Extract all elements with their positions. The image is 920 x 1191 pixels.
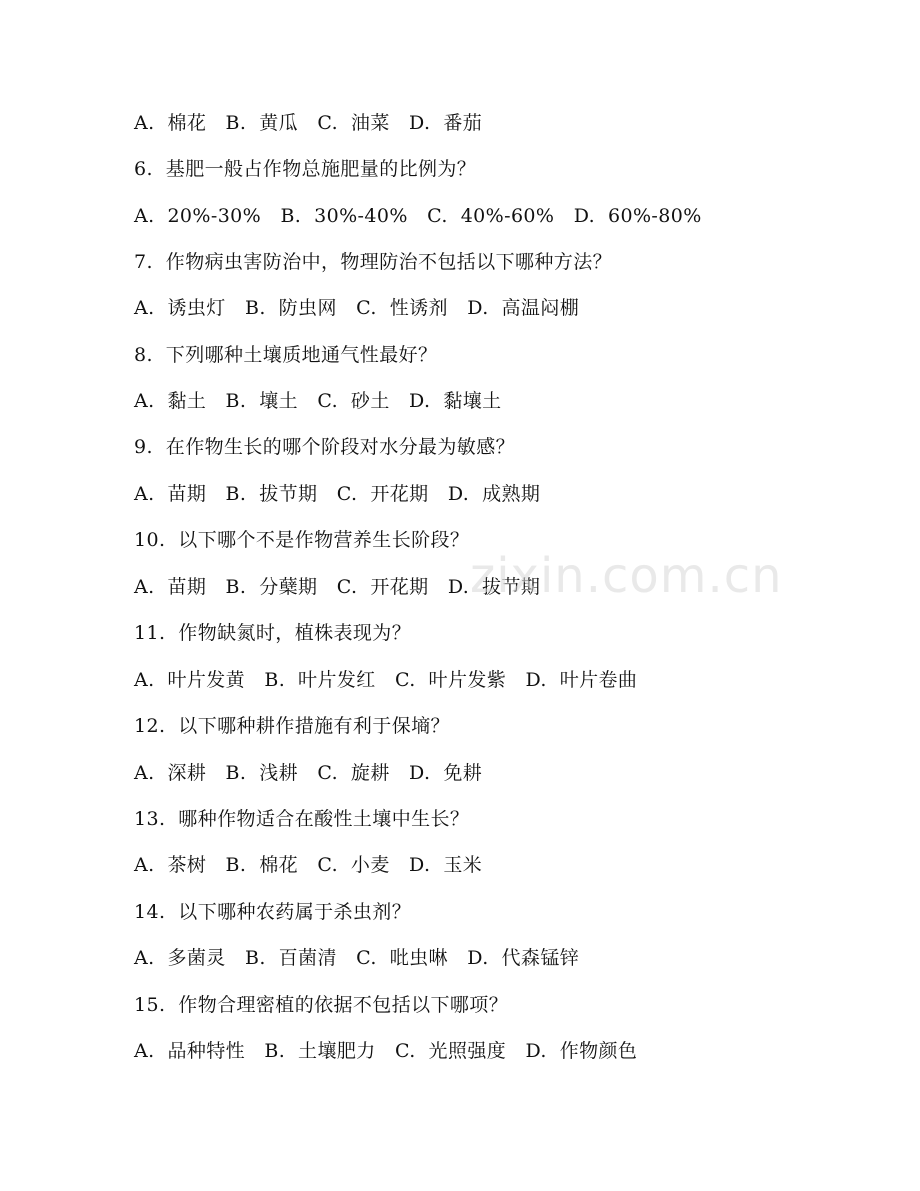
options-line-12: A. 深耕 B. 浅耕 C. 旋耕 D. 免耕 bbox=[134, 762, 483, 784]
options-line-7: A. 诱虫灯 B. 防虫网 C. 性诱剂 D. 高温闷棚 bbox=[134, 297, 580, 319]
options-line-15: A. 品种特性 B. 土壤肥力 C. 光照强度 D. 作物颜色 bbox=[134, 1040, 638, 1062]
options-line-13: A. 茶树 B. 棉花 C. 小麦 D. 玉米 bbox=[134, 854, 483, 876]
question-6: 6. 基肥一般占作物总施肥量的比例为？ bbox=[134, 158, 477, 180]
options-line-6: A. 20%-30% B. 30%-40% C. 40%-60% D. 60%-80% bbox=[134, 205, 702, 227]
question-10: 10. 以下哪个不是作物营养生长阶段？ bbox=[134, 529, 470, 551]
options-line-11: A. 叶片发黄 B. 叶片发红 C. 叶片发紫 D. 叶片卷曲 bbox=[134, 669, 638, 691]
question-15: 15. 作物合理密植的依据不包括以下哪项？ bbox=[134, 994, 509, 1016]
question-7: 7. 作物病虫害防治中，物理防治不包括以下哪种方法？ bbox=[134, 251, 613, 273]
options-line-14: A. 多菌灵 B. 百菌清 C. 吡虫啉 D. 代森锰锌 bbox=[134, 947, 580, 969]
question-8: 8. 下列哪种土壤质地通气性最好？ bbox=[134, 344, 438, 366]
options-line-10: A. 苗期 B. 分蘖期 C. 开花期 D. 拔节期 bbox=[134, 576, 541, 598]
options-line-9: A. 苗期 B. 拔节期 C. 开花期 D. 成熟期 bbox=[134, 483, 541, 505]
question-11: 11. 作物缺氮时，植株表现为？ bbox=[134, 622, 412, 644]
options-line-5: A. 棉花 B. 黄瓜 C. 油菜 D. 番茄 bbox=[134, 112, 483, 134]
question-9: 9. 在作物生长的哪个阶段对水分最为敏感？ bbox=[134, 436, 516, 458]
question-14: 14. 以下哪种农药属于杀虫剂？ bbox=[134, 901, 412, 923]
options-line-8: A. 黏土 B. 壤土 C. 砂土 D. 黏壤土 bbox=[134, 390, 502, 412]
question-13: 13. 哪种作物适合在酸性土壤中生长？ bbox=[134, 808, 470, 830]
watermark: zixin.com.cn bbox=[470, 548, 783, 604]
question-12: 12. 以下哪种耕作措施有利于保墒？ bbox=[134, 715, 450, 737]
